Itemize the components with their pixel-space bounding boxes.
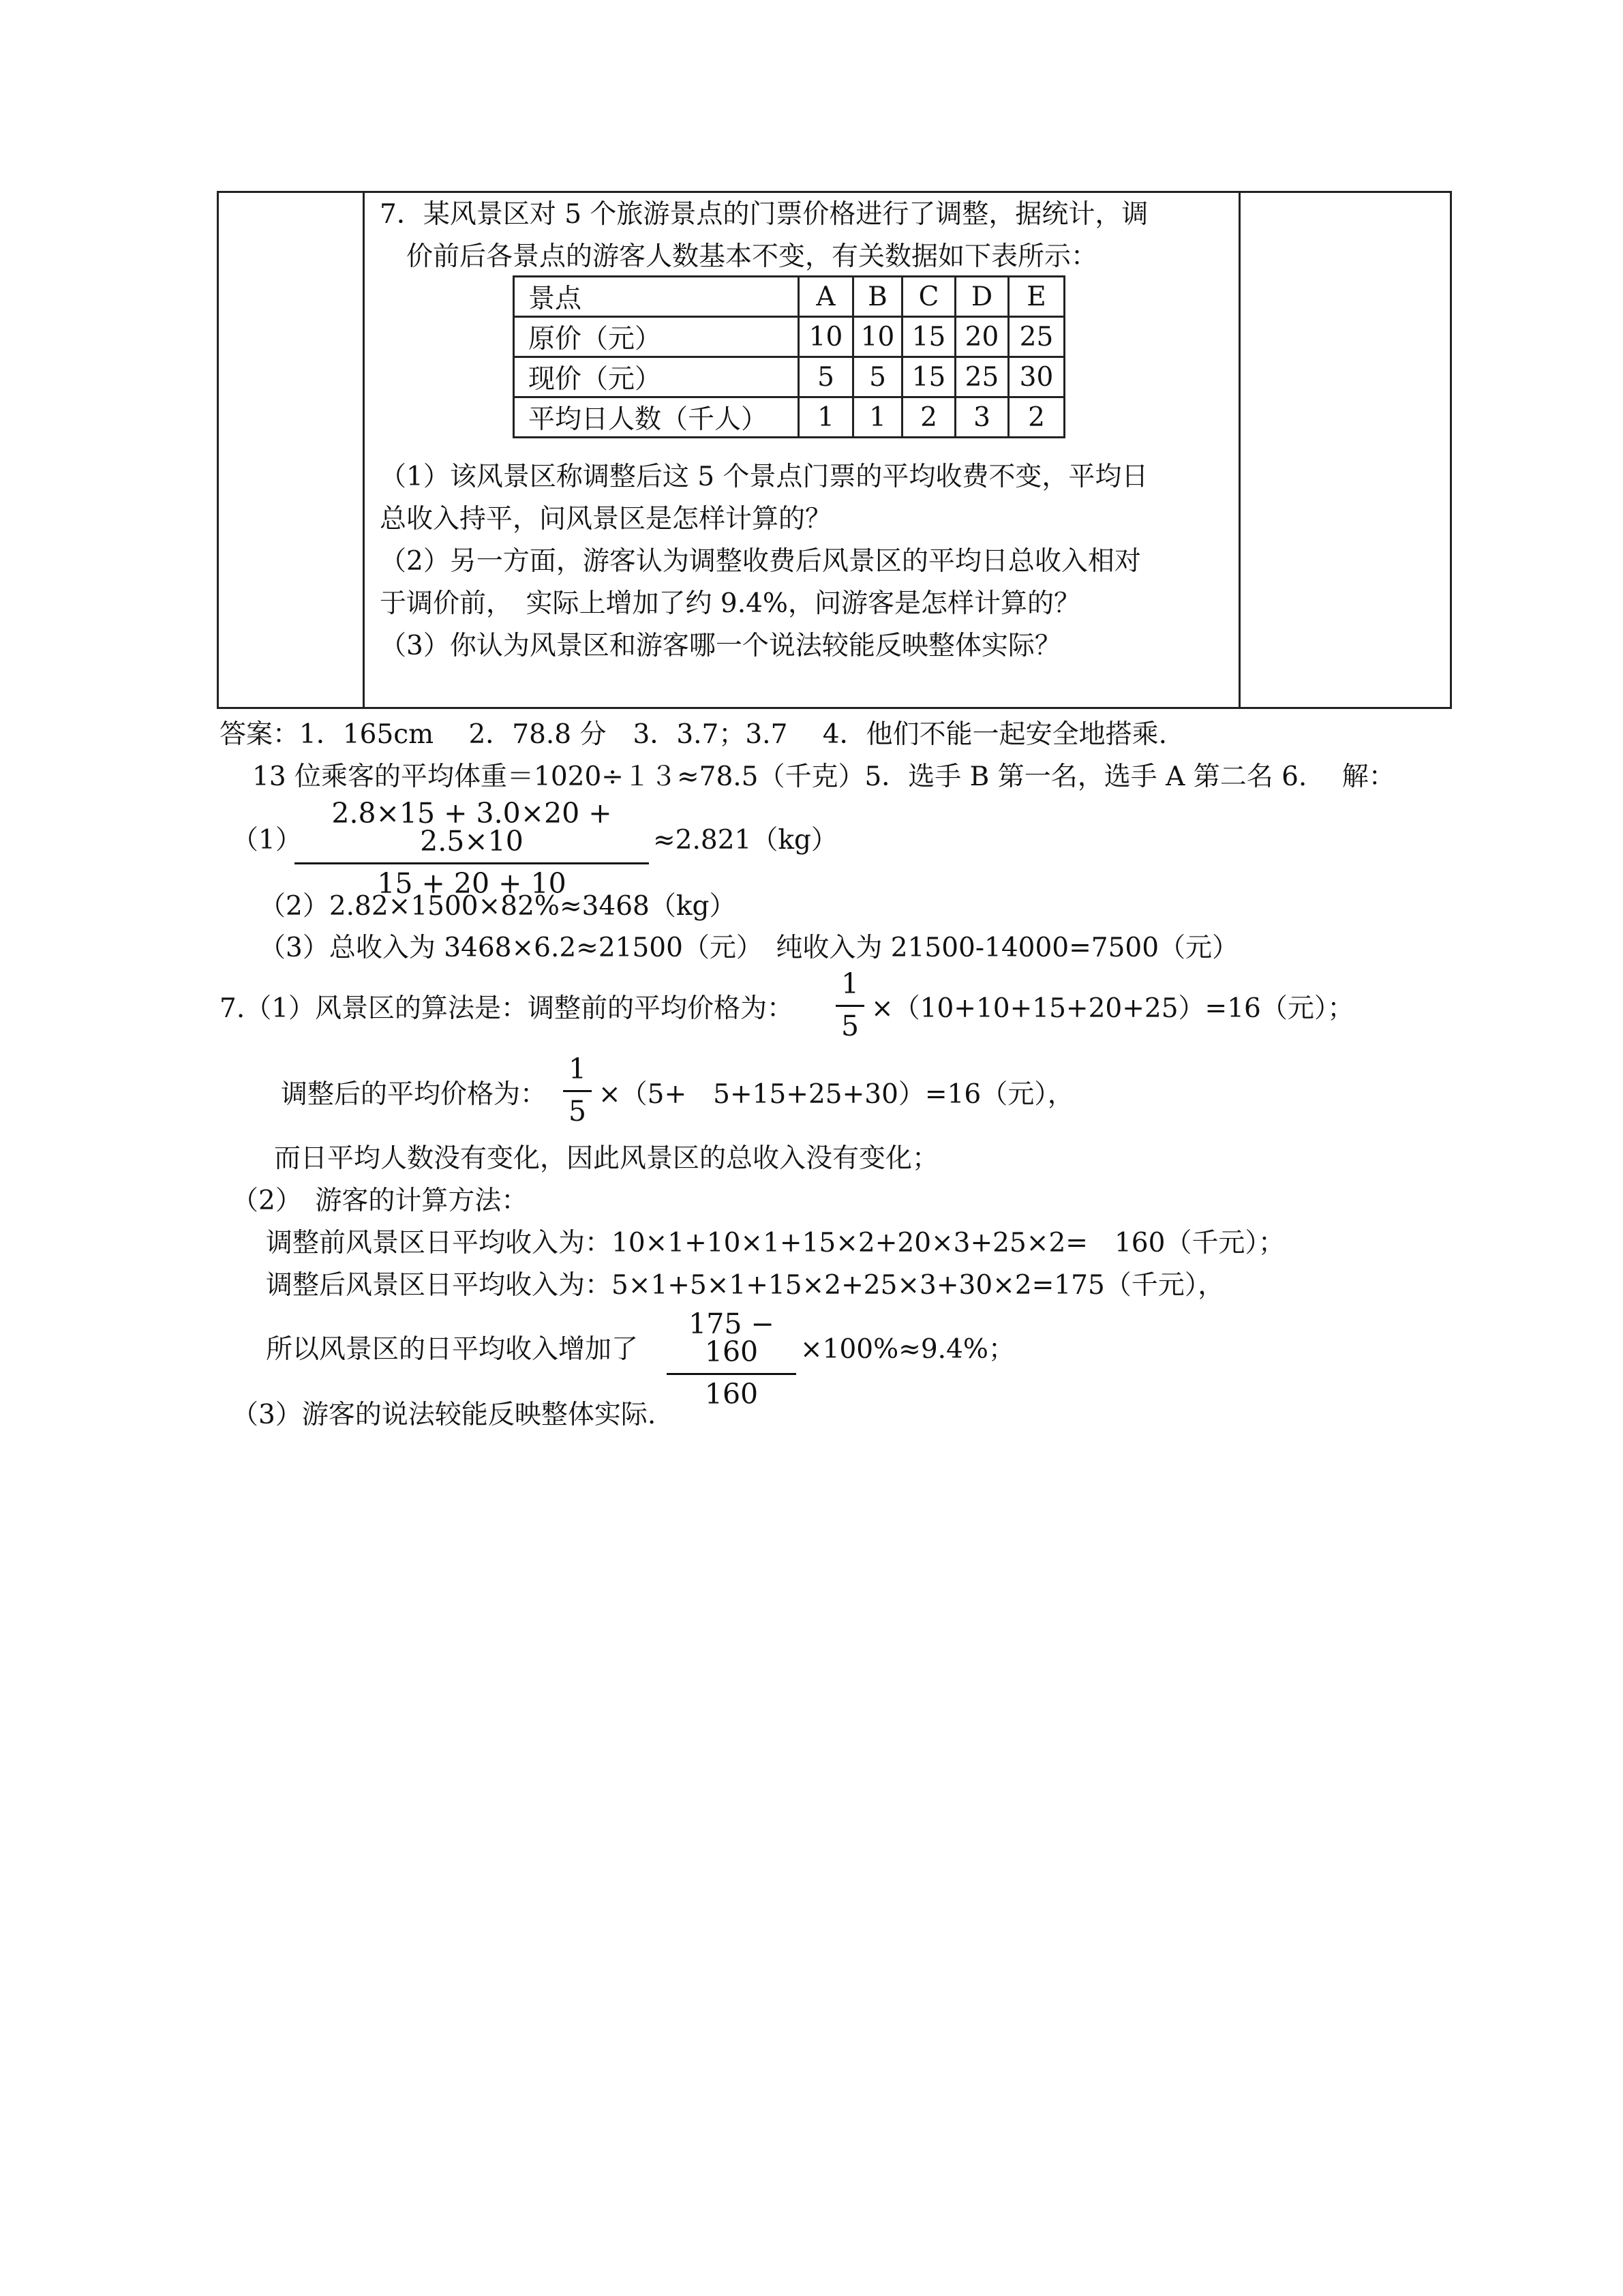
question-part-2-line-2: 于调价前， 实际上增加了约 9.4%，问游客是怎样计算的？ [380, 588, 1080, 619]
price-table [513, 275, 1065, 438]
answer-7-1b-prefix: 调整后的平均价格为： [281, 1079, 547, 1110]
answer-6-1-fraction [294, 797, 649, 900]
answers-line-2: 13 位乘客的平均体重＝1020÷１３≈78.5（千克）5．选手 B 第一名，选手 A 第二名 6. 解： [252, 761, 1395, 792]
answer-7-2-line-2: 调整后风景区日平均收入为：5×1+5×1+15×2+25×3+30×2=175（千元）， [266, 1270, 1225, 1301]
table-cell: 景点 [514, 277, 799, 317]
answer-7-2-line-3-suffix: ×100%≈9.4%； [800, 1334, 1015, 1365]
answer-7-1-prefix: 7.（1）风景区的算法是：调整前的平均价格为： [219, 993, 794, 1024]
answer-6-3: （3）总收入为 3468×6.2≈21500（元） 纯收入为 21500-14000=7500（元） [259, 933, 1239, 963]
answer-7-2-line-3-prefix: 所以风景区的日平均收入增加了 [266, 1334, 639, 1365]
answer-6-2: （2）2.82×1500×82%≈3468（kg） [259, 891, 736, 922]
table-cell: 现价（元） [514, 357, 799, 397]
fraction-bar [563, 1090, 592, 1092]
question-part-1-line-1: （1）该风景区称调整后这 5 个景点门票的平均收费不变，平均日 [380, 462, 1149, 492]
column-divider-left [363, 193, 365, 707]
table-row [514, 357, 1065, 397]
question-line-1: 7．某风景区对 5 个旅游景点的门票价格进行了调整，据统计，调 [380, 199, 1149, 230]
fraction-denominator: 15 + 20 + 10 [377, 867, 566, 900]
fraction-denominator: 160 [704, 1378, 759, 1410]
table-cell: B [853, 277, 902, 317]
answer-7-3: （3）游客的说法较能反映整体实际. [232, 1400, 656, 1430]
question-part-1-line-2: 总收入持平，问风景区是怎样计算的？ [380, 504, 832, 534]
answer-7-1b-fraction [563, 1055, 592, 1126]
table-cell: 1 [853, 397, 902, 438]
answer-7-2-heading: （2） 游客的计算方法： [232, 1185, 528, 1216]
table-cell: 2 [1009, 397, 1065, 438]
answer-7-1-fraction [836, 967, 864, 1042]
table-cell: 15 [902, 317, 956, 357]
fraction-numerator: 175 − 160 [688, 1308, 774, 1368]
fraction-numerator: 1 [568, 1053, 587, 1085]
answer-7-2-line-1: 调整前风景区日平均收入为：10×1+10×1+15×2+20×3+25×2= 160（千元）； [266, 1228, 1285, 1258]
table-cell: 5 [853, 357, 902, 397]
table-row [514, 397, 1065, 438]
table-cell: 平均日人数（千人） [514, 397, 799, 438]
fraction-denominator: 5 [840, 1010, 860, 1042]
table-cell: 1 [799, 397, 853, 438]
answer-7-1-suffix: ×（10+10+15+20+25）=16（元）； [871, 993, 1354, 1024]
fraction-numerator: 2.8×15 + 3.0×20 + 2.5×10 [331, 797, 612, 858]
answers-line-1: 答案：1．165cm 2．78.8 分 3．3.7；3.7 4．他们不能一起安全地搭乘. [219, 719, 1167, 750]
fraction-bar [667, 1373, 796, 1375]
answer-6-1-prefix: （1） [232, 825, 302, 856]
answer-7-2-fraction [667, 1310, 796, 1408]
answer-7-1b-suffix: ×（5+ 5+15+25+30）=16（元）， [598, 1079, 1074, 1110]
table-cell: C [902, 277, 956, 317]
table-cell: 2 [902, 397, 956, 438]
table-cell: 20 [956, 317, 1009, 357]
table-cell: 原价（元） [514, 317, 799, 357]
table-cell: A [799, 277, 853, 317]
fraction-denominator: 5 [568, 1095, 587, 1128]
answer-6-1-result: ≈2.821（kg） [653, 825, 838, 856]
table-cell: 30 [1009, 357, 1065, 397]
table-cell: 10 [799, 317, 853, 357]
fraction-bar [294, 862, 649, 864]
table-cell: 25 [956, 357, 1009, 397]
table-cell: D [956, 277, 1009, 317]
question-line-2: 价前后各景点的游客人数基本不变，有关数据如下表所示： [406, 241, 1098, 272]
table-cell: 15 [902, 357, 956, 397]
table-cell: 10 [853, 317, 902, 357]
column-divider-right [1239, 193, 1241, 707]
question-part-2-line-1: （2）另一方面，游客认为调整收费后风景区的平均日总收入相对 [380, 546, 1141, 577]
fraction-numerator: 1 [840, 967, 860, 1000]
table-row [514, 317, 1065, 357]
answer-7-1c: 而日平均人数没有变化，因此风景区的总收入没有变化； [274, 1143, 939, 1174]
table-cell: 25 [1009, 317, 1065, 357]
table-cell: 5 [799, 357, 853, 397]
fraction-bar [836, 1005, 864, 1007]
question-part-3-line-1: （3）你认为风景区和游客哪一个说法较能反映整体实际？ [380, 631, 1061, 661]
table-cell: E [1009, 277, 1065, 317]
table-header-row [514, 277, 1065, 317]
table-cell: 3 [956, 397, 1009, 438]
